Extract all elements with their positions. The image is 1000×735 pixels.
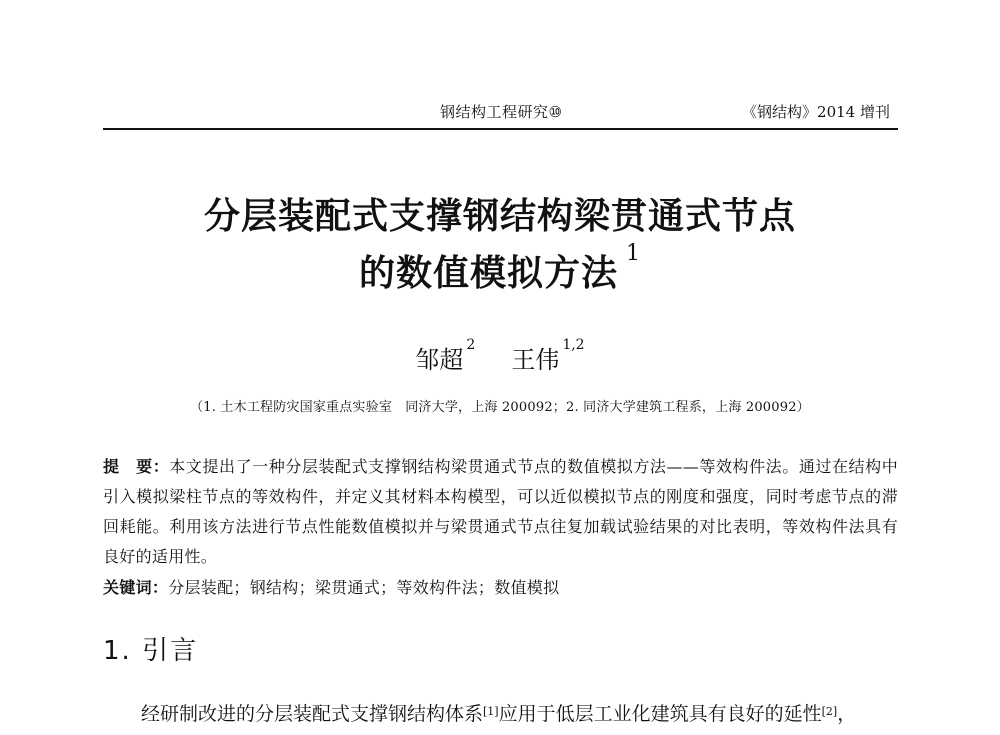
paper-title-line1: 分层装配式支撑钢结构梁贯通式节点: [203, 196, 796, 237]
paper-title-line2: 的数值模拟方法 $^1$: [358, 241, 641, 294]
keywords-label: 关键词：: [103, 578, 169, 597]
citation-mark: [2]: [821, 705, 838, 718]
abstract-label: 提 要：: [103, 457, 170, 476]
running-header-journal: 《钢结构》2014 增刊: [742, 103, 890, 121]
abstract: [103, 452, 898, 572]
author-list: [100, 337, 900, 375]
author-affil-mark: 2: [466, 337, 476, 353]
section-heading-introduction: 1. 引言: [103, 636, 199, 666]
author-name: 邹超: [415, 346, 464, 374]
keywords-text: 分层装配；钢结构；梁贯通式；等效构件法；数值模拟: [168, 578, 560, 597]
citation-mark: [1]: [483, 705, 499, 718]
header-divider: [103, 128, 898, 130]
abstract-text: 本文提出了一种分层装配式支撑钢结构梁贯通式节点的数值模拟方法——等效构件法。通过在结构中引入模拟梁柱节点的等效构件，并定义其材料本构模型，可以近似模拟节点的刚度和强度，同时考虑节点的滞回耗能。利用该方法进行节点性能数值模拟并与梁贯通式节点往复加载试验结果的对比表明，等效构件法具有良好的适用性。: [103, 457, 898, 566]
author-affil-mark: 1,2: [562, 337, 585, 353]
keywords: [103, 575, 898, 598]
running-header-series: 钢结构工程研究⑩: [440, 103, 563, 121]
title-footnote-mark: 1: [626, 241, 641, 266]
body-paragraph: 经研制改进的分层装配式支撑钢结构体系[1]应用于低层工业化建筑具有良好的延性[2]，: [141, 703, 857, 725]
affiliations: （1. 土木工程防灾国家重点实验室 同济大学，上海 200092；2. 同济大学建筑工程系，上海 200092）: [190, 400, 810, 415]
author-name: 王伟: [511, 346, 560, 374]
